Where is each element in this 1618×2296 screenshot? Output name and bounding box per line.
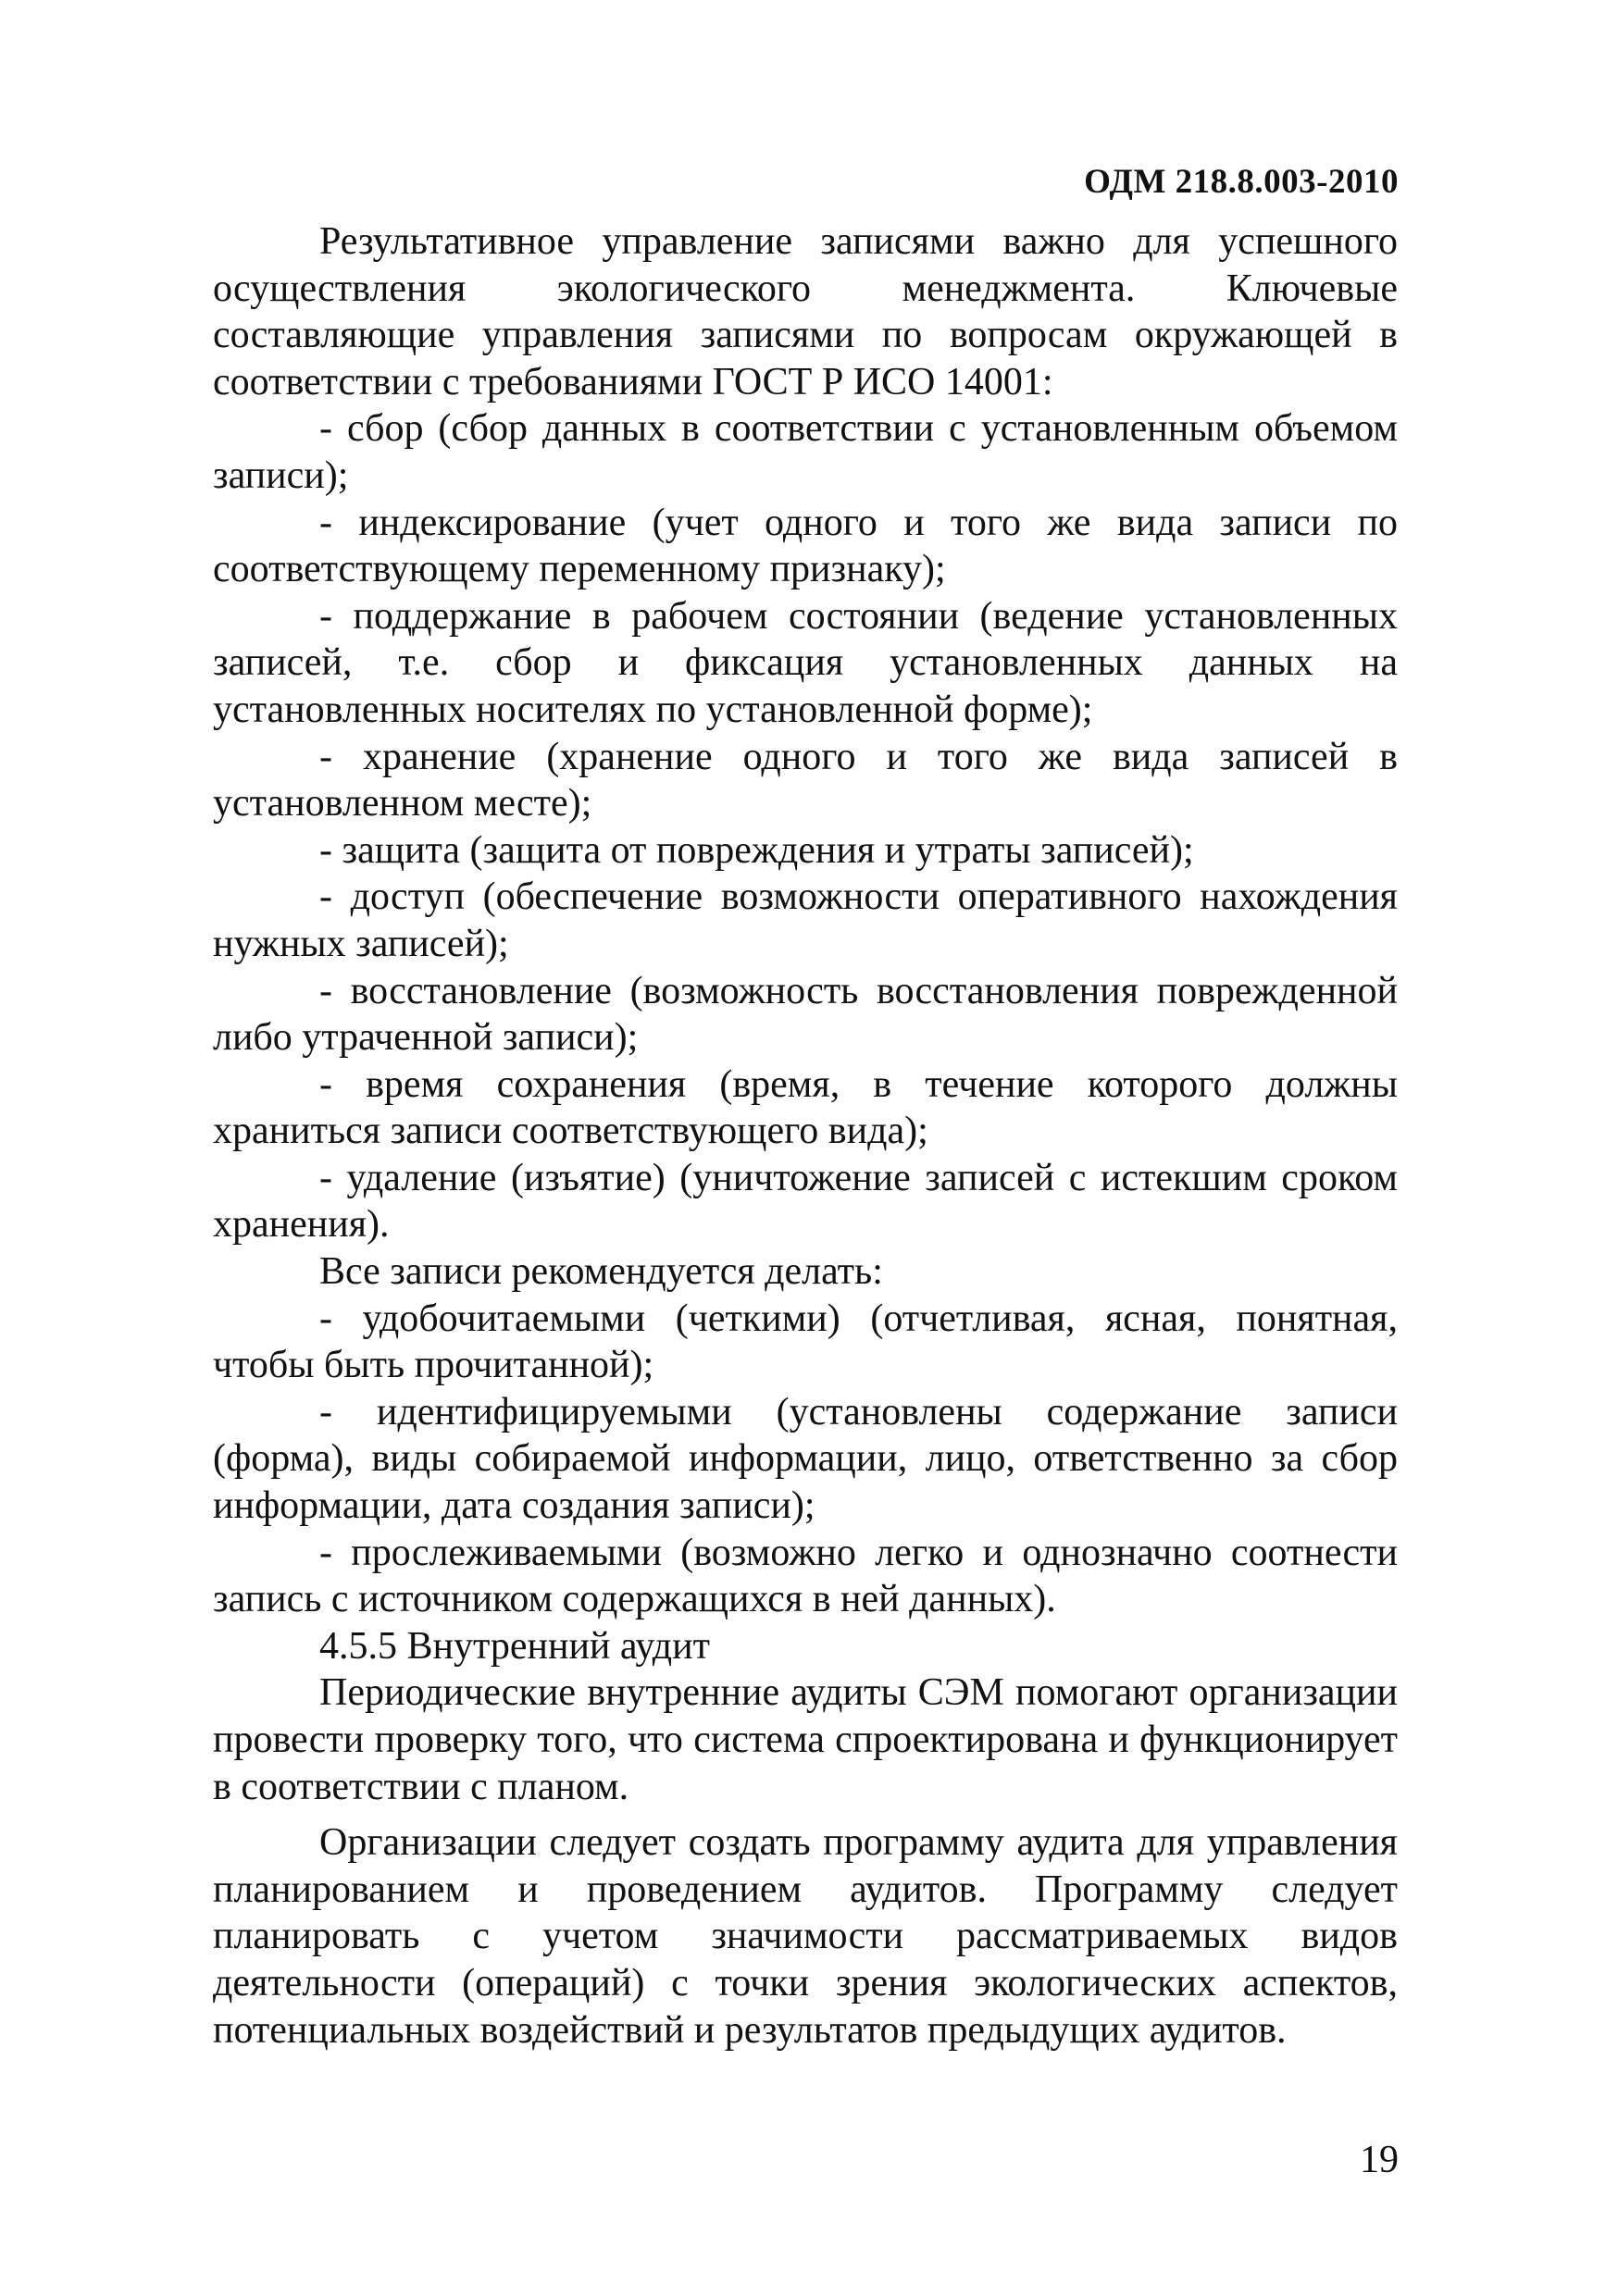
section-heading-internal-audit: 4.5.5 Внутренний аудит: [319, 1624, 710, 1668]
paragraph-internal-audit: Периодические внутренние аудиты СЭМ помогают организации провести проверку того, что система спроектирована и функционирует в соответствии с планом.: [213, 1671, 1398, 1808]
document-code: ОДМ 218.8.003-2010: [1084, 163, 1399, 201]
paragraph-audit-program: Организации следует создать программу аудита для управления планированием и проведением аудитов. Программу следует планировать с учетом значимости рассматриваемых видов деятельности (операций) с точки зрения экологических аспектов, потенциальных воздействий и результатов предыдущих аудитов.: [213, 1821, 1398, 2052]
list-item-traceable: - прослеживаемыми (возможно легко и однозначно соотнести запись с источником содержащихся в ней данных).: [213, 1531, 1398, 1621]
page-body: [213, 218, 1398, 2054]
list-item-collection: - сбор (сбор данных в соответствии с установленным объемом записи);: [213, 407, 1398, 497]
paragraph-records-requirements: Все записи рекомендуется делать:: [319, 1250, 883, 1294]
list-item-protection: - защита (защита от повреждения и утраты записей);: [319, 828, 1194, 872]
list-item-legible: - удобочитаемыми (четкими) (отчетливая, ясная, понятная, чтобы быть прочитанной);: [213, 1297, 1398, 1387]
list-item-storage: - хранение (хранение одного и того же вида записей в установленном месте);: [213, 735, 1398, 825]
page-number: 19: [1360, 2139, 1399, 2181]
list-item-retention-time: - время сохранения (время, в течение которого должны храниться записи соответствующего вида);: [213, 1062, 1398, 1153]
list-item-indexing: - индексирование (учет одного и того же вида записи по соответствующему переменному признаку);: [213, 501, 1398, 591]
list-item-identifiable: - идентифицируемыми (установлены содержание записи (форма), виды собираемой информации, лицо, ответственно за сбор информации, дата создания записи);: [213, 1390, 1398, 1528]
list-item-access: - доступ (обеспечение возможности оперативного нахождения нужных записей);: [213, 875, 1398, 965]
list-item-maintenance: - поддержание в рабочем состоянии (ведение установленных записей, т.е. сбор и фиксация установленных данных на установленных носителях по установленной форме);: [213, 594, 1398, 731]
list-item-recovery: - восстановление (возможность восстановления поврежденной либо утраченной записи);: [213, 969, 1398, 1060]
list-item-deletion: - удаление (изъятие) (уничтожение записей с истекшим сроком хранения).: [213, 1156, 1398, 1247]
paragraph-records-intro: Результативное управление записями важно для успешного осуществления экологического менеджмента. Ключевые составляющие управления записями по вопросам окружающей в соответствии с требованиями ГОСТ Р ИСО 14001:: [213, 220, 1398, 403]
